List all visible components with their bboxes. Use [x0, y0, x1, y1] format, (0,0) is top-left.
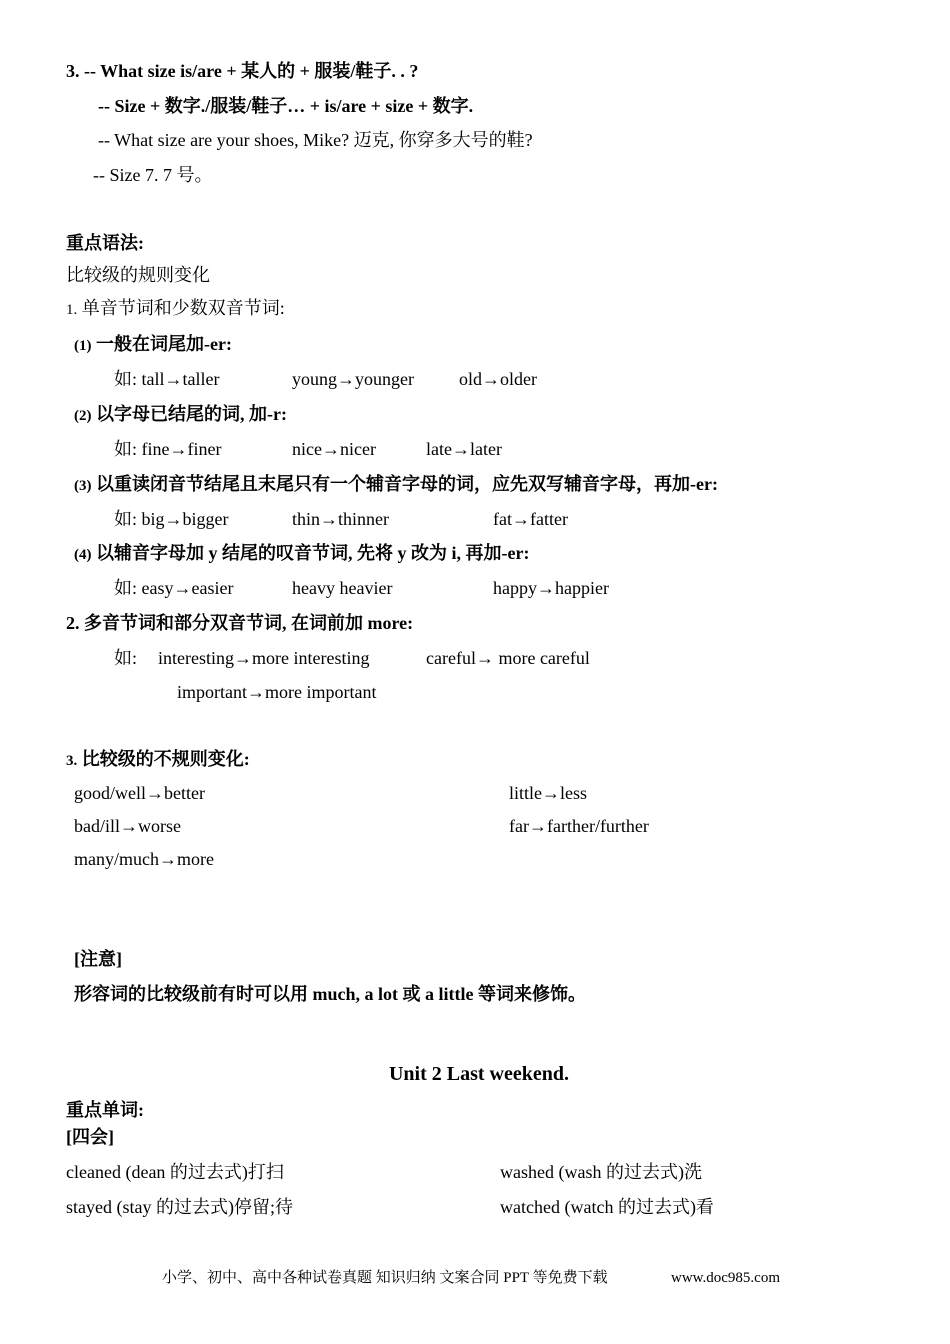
example-item: young→younger [292, 369, 414, 389]
example-item: 如: tall→taller [114, 369, 220, 389]
example-item: heavy heavier [292, 578, 393, 598]
rule-number: (1) [74, 338, 92, 354]
example-item: interesting→more interesting [158, 648, 370, 668]
rule-text: 以辅音字母加 y 结尾的叹音节词, 先将 y 改为 i, 再加-er: [91, 543, 530, 563]
irregular-item: bad/ill→worse [74, 816, 181, 836]
rule-1-number: 1. [66, 302, 78, 318]
example-item: happy→happier [493, 578, 609, 598]
rule-number: (3) [74, 478, 92, 494]
example-item: 如: big→bigger [114, 509, 229, 529]
example-item: 如: fine→finer [114, 439, 222, 459]
example-item: old→older [459, 369, 537, 389]
grammar-subheading: 比较级的规则变化 [66, 265, 210, 285]
example-item: careful→ more careful [426, 648, 590, 668]
answer-pattern: -- Size + 数字./服装/鞋子… + is/are + size + 数字. [98, 96, 474, 116]
irregular-item: little→less [509, 783, 587, 803]
rule-1-heading [66, 297, 285, 321]
example-item: nice→nicer [292, 439, 376, 459]
rule-3-number: 3. [66, 753, 78, 769]
rule-3-text: 比较级的不规则变化: [77, 749, 250, 769]
grammar-heading: 重点语法: [66, 233, 144, 253]
rule-3-heading [66, 748, 250, 772]
note-label: [注意] [74, 949, 122, 969]
vocab-word: watched (watch 的过去式)看 [500, 1197, 714, 1217]
rule-2-heading: 2. 多音节词和部分双音节词, 在词前加 more: [66, 613, 414, 633]
rule-1-1-heading [74, 333, 232, 357]
sentence-pattern-heading: 3. -- What size is/are + 某人的 + 服装/鞋子. . ? [66, 61, 419, 81]
example-item: fat→fatter [493, 509, 568, 529]
rule-text: 以重读闭音节结尾且末尾只有一个辅音字母的词，应先双写辅音字母，再加-er: [91, 474, 718, 494]
rule-number: (2) [74, 408, 92, 424]
rule-text: 以字母已结尾的词, 加-r: [91, 404, 287, 424]
rule-text: 一般在词尾加-er: [91, 334, 232, 354]
rule-1-2-heading [74, 403, 287, 427]
rule-1-3-heading [74, 473, 718, 497]
example-item: thin→thinner [292, 509, 389, 529]
irregular-item: good/well→better [74, 783, 205, 803]
vocab-word: washed (wash 的过去式)洗 [500, 1162, 702, 1182]
rule-1-4-heading [74, 542, 529, 566]
note-text: 形容词的比较级前有时可以用 much, a lot 或 a little 等词来修饰。 [74, 984, 586, 1004]
vocab-word: cleaned (dean 的过去式)打扫 [66, 1162, 284, 1182]
unit-title: Unit 2 Last weekend. [388, 1063, 569, 1085]
example-answer: -- Size 7. 7 号。 [93, 165, 213, 185]
vocab-level: [四会] [66, 1127, 114, 1147]
example-item: important→more important [177, 682, 377, 702]
irregular-item: many/much→more [74, 849, 214, 869]
footer-url[interactable]: www.doc985.com [671, 1270, 781, 1286]
example-question: -- What size are your shoes, Mike? 迈克, 你穿多大号的鞋? [98, 130, 533, 150]
irregular-item: far→farther/further [509, 816, 649, 836]
footer-text: 小学、初中、高中各种试卷真题 知识归纳 文案合同 PPT 等免费下载 [162, 1270, 608, 1286]
vocab-heading: 重点单词: [66, 1100, 144, 1120]
example-item: 如: easy→easier [114, 578, 234, 598]
rule-number: (4) [74, 547, 92, 563]
example-prefix: 如: [114, 648, 138, 668]
example-item: late→later [426, 439, 502, 459]
rule-1-text: 单音节词和少数双音节词: [77, 298, 285, 318]
vocab-word: stayed (stay 的过去式)停留;待 [66, 1197, 293, 1217]
